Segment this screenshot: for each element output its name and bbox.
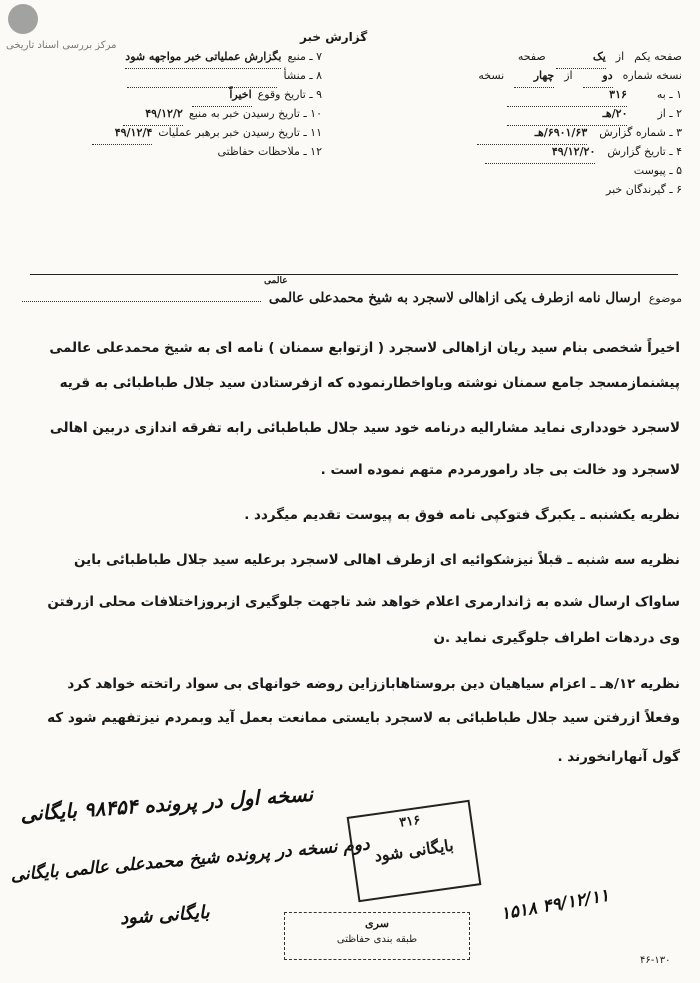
form-right-block — [402, 50, 682, 202]
subject-note: عالمی — [264, 276, 288, 286]
handwritten-signature-date: ۴۹/۱۲/۱۱ ۱۵۱۸ — [499, 885, 611, 925]
field-report-number: ۳ ـ شماره گزارش ۶۹۰۱/۶۳/هـ — [402, 126, 682, 145]
archive-stamp — [347, 800, 482, 902]
footer-code: ۴۶-۱۳۰ — [640, 955, 671, 966]
field-source: ۷ ـ منبع بگزارش عملیاتی خبر مواجهه شود — [22, 50, 322, 69]
field-recipients: ۶ ـ گیرندگان خبر — [606, 183, 682, 196]
subject-text: ارسال نامه ازطرف یکی ازاهالی لاسجرد به شیخ محمدعلی عالمی — [268, 290, 641, 306]
protection-word: سری — [365, 917, 389, 930]
form-title: گزارش خبر — [300, 30, 368, 44]
body-line: نظریه ۱۲/هـ ـ اعزام سیاهیان دین بروستاهاباززاین روضه خوانهای بی سواد راتخته خواهد کرد — [67, 676, 680, 692]
field-origin: ۸ ـ منشأ — [22, 69, 322, 88]
divider — [30, 274, 678, 275]
body-line: لاسجرد ود خالت بی جاد رامورمردم متهم نموده است . — [320, 462, 680, 478]
protection-stamp — [284, 912, 470, 960]
protection-label: طبقه بندی حفاظتی — [336, 934, 418, 945]
body-line: لاسجرد خودداری نماید مشارالیه درنامه خود سید جلال طباطبائی رابه تفرقه اندازی دربین اهالی — [49, 420, 680, 436]
body-line: ساواک ارسال شده به ژاندارمری اعلام خواهد شد تاجهت جلوگیری ازبروزاختلافات محلی ازرفتن — [47, 594, 680, 610]
body-line: اخیراً شخصی بنام سید ریان ازاهالی لاسجرد ( ازتوابع سمنان ) نامه ای به شیخ محمدعلی عالمی — [49, 340, 680, 356]
body-line: پیشنمازمسجد جامع سمنان نوشته وباواخطارنموده که ازفرستادن سید جلال طباطبائی به قریه — [59, 375, 680, 391]
subject-row — [22, 290, 682, 306]
body-line: نظریه سه شنبه ـ قبلاً نیزشکوائیه ای ازطرف اهالی لاسجرد برعلیه سید جلال طباطبائی باین — [73, 552, 680, 568]
body-line: نظریه یکشنبه ـ یکبرگ فتوکپی نامه فوق به پیوست تقدیم میگردد . — [244, 507, 680, 523]
copy-number-row: نسخه شماره دو از چهار نسخه — [402, 69, 682, 88]
field-attachment: ۵ ـ پیوست — [633, 164, 682, 177]
field-report-date: ۴ ـ تاریخ گزارش ۴۹/۱۲/۲۰ — [402, 145, 682, 164]
field-from: ۲ ـ از ۲۰/هـ — [402, 107, 682, 126]
body-line: وی دردهات اطراف جلوگیری نماید .ن — [433, 630, 680, 646]
handwritten-note-line3: بایگانی شود — [119, 901, 211, 930]
field-source-date: ۱۰ ـ تاریخ رسیدن خبر به منبع ۴۹/۱۲/۲ — [22, 107, 322, 126]
field-event-date: ۹ ـ تاریخ وقوع اخیراً — [22, 88, 322, 107]
page-count-row: صفحه یکم از یک صفحه — [402, 50, 682, 69]
field-ops-date: ۱۱ ـ تاریخ رسیدن خبر برهبر عملیات ۴۹/۱۲/۴ — [22, 126, 322, 145]
watermark-logo-icon — [8, 4, 38, 34]
handwritten-note-line1: نسخه اول در پرونده ۹۸۴۵۴ بایگانی — [19, 781, 314, 827]
handwritten-note-line2: دوم نسخه در پرونده شیخ محمدعلی عالمی بایگانی — [9, 834, 371, 886]
body-line: وفعلاً ازرفتن سید جلال طباطبائی به لاسجرد بایستی ممانعت بعمل آید وبمردم نیزتفهیم شود که — [47, 710, 680, 726]
field-protection-notes: ۱۲ ـ ملاحظات حفاظتی — [217, 145, 322, 158]
archive-stamp-number: ۳۱۶ — [398, 812, 422, 831]
watermark-text: مرکز بررسی اسناد تاریخی — [6, 40, 117, 51]
archive-stamp-text: بایگانی شود — [373, 835, 455, 866]
subject-label: موضوع — [648, 292, 682, 305]
field-to: ۱ ـ به ۳۱۶ — [402, 88, 682, 107]
form-left-block — [22, 50, 322, 164]
body-line: گول آنهارانخورند . — [557, 749, 680, 765]
